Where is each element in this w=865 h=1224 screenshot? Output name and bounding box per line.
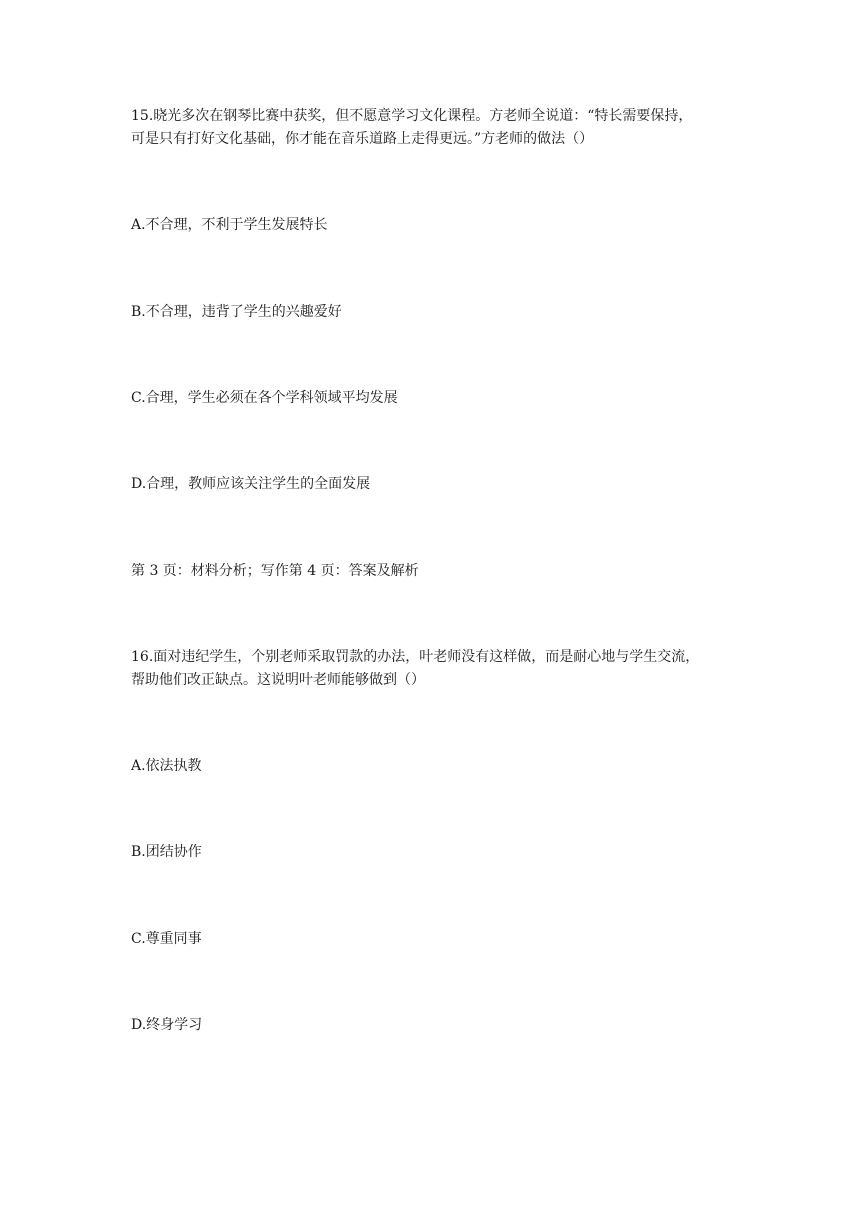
question-16-stem-line-1: 16.面对违纪学生，个别老师采取罚款的办法，叶老师没有这样做，而是耐心地与学生交流， bbox=[131, 649, 700, 665]
question-15-stem-line-2: 可是只有打好文化基础，你才能在音乐道路上走得更远。”方老师的做法（） bbox=[131, 131, 594, 147]
question-16-option-c: C.尊重同事 bbox=[131, 931, 202, 947]
question-15-option-d: D.合理，教师应该关注学生的全面发展 bbox=[131, 476, 371, 492]
question-15-option-c: C.合理，学生必须在各个学科领域平均发展 bbox=[131, 390, 398, 406]
question-16-stem-line-2: 帮助他们改正缺点。这说明叶老师能够做到（） bbox=[131, 672, 425, 688]
question-16-option-a: A.依法执教 bbox=[131, 758, 202, 774]
question-16-option-b: B.团结协作 bbox=[131, 844, 202, 860]
question-15-option-a: A.不合理，不利于学生发展特长 bbox=[131, 217, 328, 233]
section-note: 第 3 页：材料分析；写作第 4 页：答案及解析 bbox=[131, 563, 419, 579]
question-16-option-d: D.终身学习 bbox=[131, 1017, 203, 1033]
question-15-stem-line-1: 15.晓光多次在钢琴比赛中获奖，但不愿意学习文化课程。方老师全说道：“特长需要保持， bbox=[131, 108, 693, 124]
question-15-option-b: B.不合理，违背了学生的兴趣爱好 bbox=[131, 304, 342, 320]
